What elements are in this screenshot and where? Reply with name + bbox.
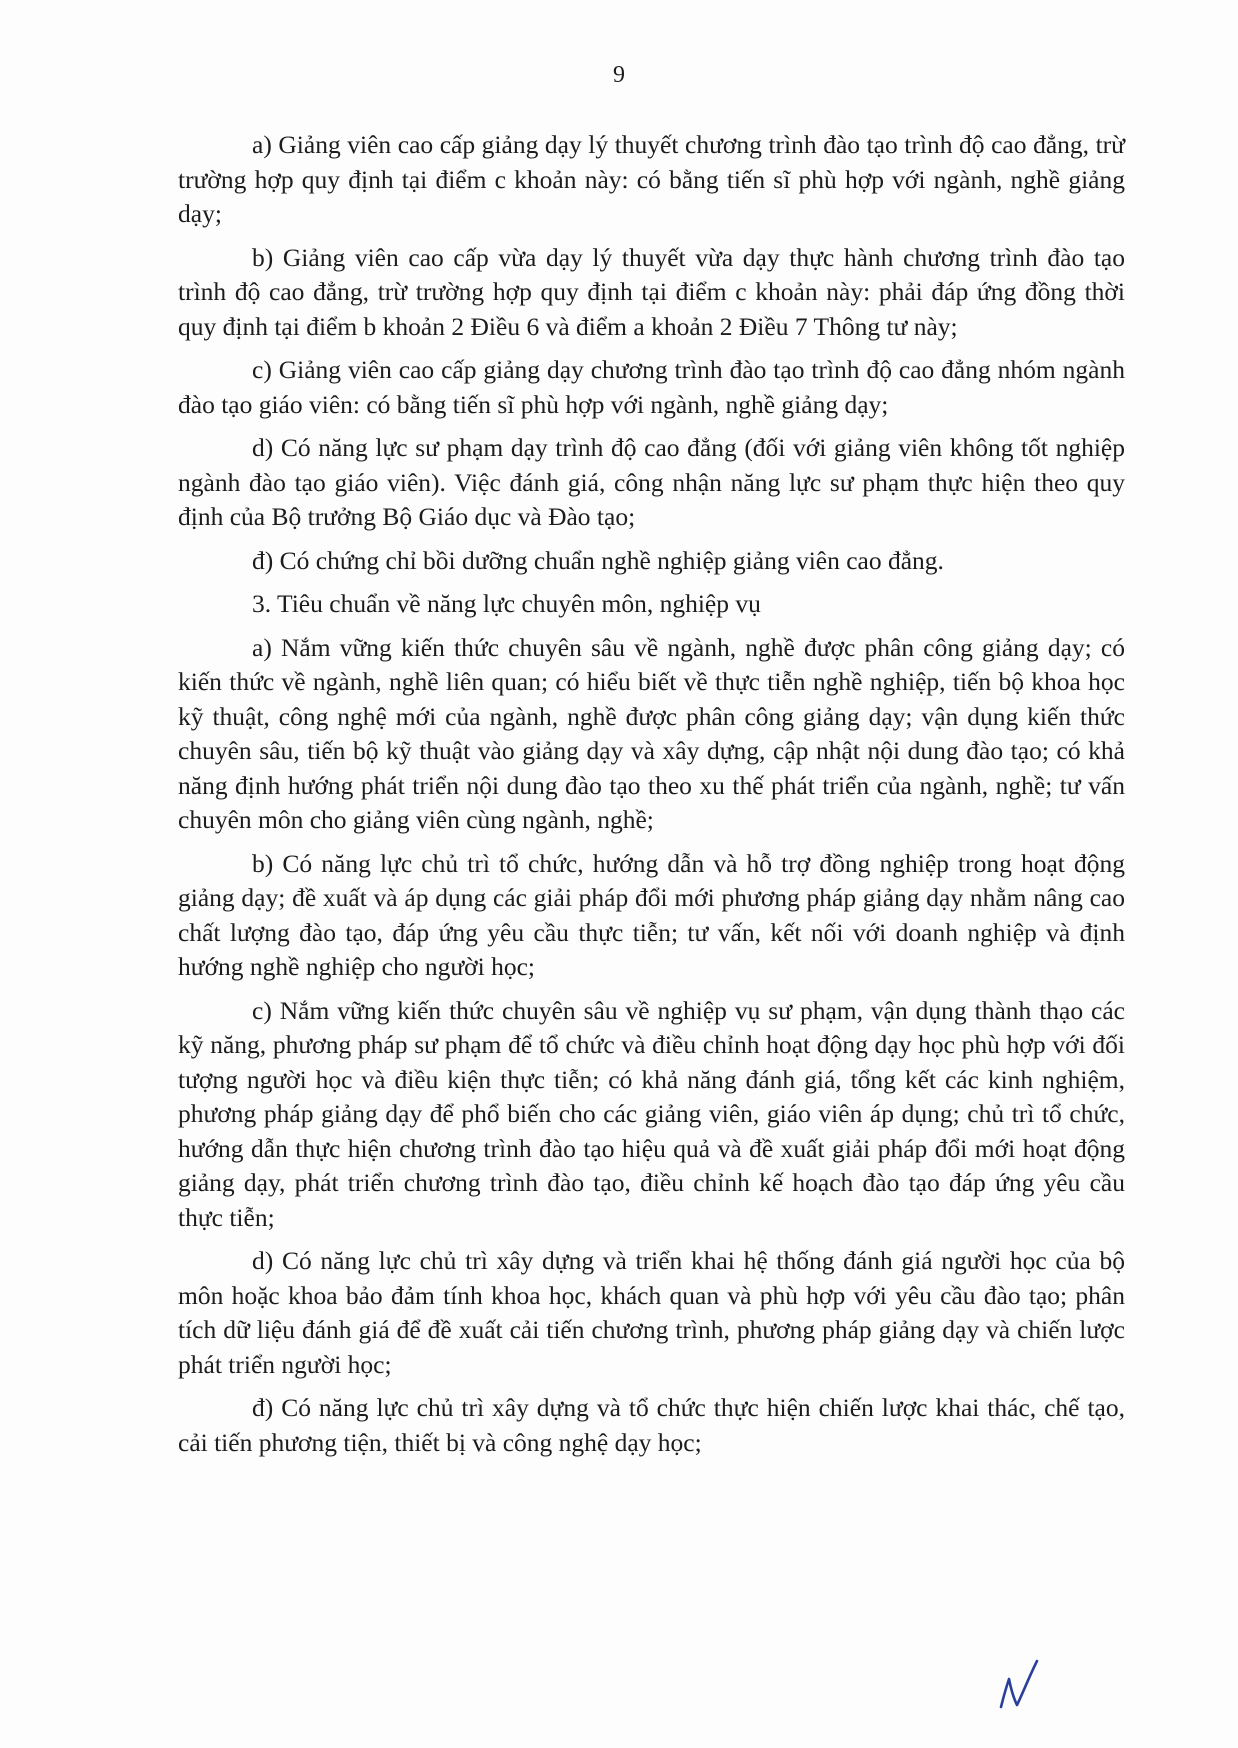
paragraph: d) Có năng lực chủ trì xây dựng và triển khai hệ thống đánh giá người học của bộ môn hoặc khoa bảo đảm tính khoa học, khách quan và phù hợp với yêu cầu đào tạo; phân tích dữ liệu đánh giá để đề xuất cải tiến chương trình, phương pháp giảng dạy và chiến lược phát triển người học; <box>178 1246 1125 1379</box>
page-number: 9 <box>613 62 625 88</box>
section-heading: 3. Tiêu chuẩn về năng lực chuyên môn, nghiệp vụ <box>252 589 761 618</box>
paragraph: c) Nắm vững kiến thức chuyên sâu về nghiệp vụ sư phạm, vận dụng thành thạo các kỹ năng, phương pháp sư phạm để tổ chức và điều chỉnh hoạt động dạy học phù hợp với đối tượng người học và điều kiện thực tiễn; có khả năng đánh giá, tổng kết các kinh nghiệm, phương pháp giảng dạy để phổ biến cho các giảng viên, giáo viên áp dụng; chủ trì tổ chức, hướng dẫn thực hiện chương trình đào tạo hiệu quả và đề xuất giải pháp đổi mới hoạt động giảng dạy, phát triển chương trình đào tạo, điều chỉnh kế hoạch đào tạo đáp ứng yêu cầu thực tiễn; <box>178 995 1125 1232</box>
paragraph: b) Giảng viên cao cấp vừa dạy lý thuyết vừa dạy thực hành chương trình đào tạo trình độ cao đẳng, trừ trường hợp quy định tại điểm c khoản này: phải đáp ứng đồng thời quy định tại điểm b khoản 2 Điều 6 và điểm a khoản 2 Điều 7 Thông tư này; <box>178 242 1125 341</box>
paragraph: a) Nắm vững kiến thức chuyên sâu về ngành, nghề được phân công giảng dạy; có kiến thức về ngành, nghề liên quan; có hiểu biết về thực tiễn nghề nghiệp, tiến bộ khoa học kỹ thuật, công nghệ mới của ngành, nghề được phân công giảng dạy; vận dụng kiến thức chuyên sâu, tiến bộ kỹ thuật vào giảng dạy và xây dựng, cập nhật nội dung đào tạo; có khả năng định hướng phát triển nội dung đào tạo theo xu thế phát triển của ngành, nghề; tư vấn chuyên môn cho giảng viên cùng ngành, nghề; <box>178 632 1125 834</box>
paragraph: c) Giảng viên cao cấp giảng dạy chương trình đào tạo trình độ cao đẳng nhóm ngành đào tạo giáo viên: có bằng tiến sĩ phù hợp với ngành, nghề giảng dạy; <box>178 355 1125 419</box>
paragraph: a) Giảng viên cao cấp giảng dạy lý thuyết chương trình đào tạo trình độ cao đẳng, trừ trường hợp quy định tại điểm c khoản này: có bằng tiến sĩ phù hợp với ngành, nghề giảng dạy; <box>178 130 1125 228</box>
document-body <box>178 128 1125 1469</box>
initial-signature-mark <box>995 1655 1043 1715</box>
paragraph: d) Có năng lực sư phạm dạy trình độ cao đẳng (đối với giảng viên không tốt nghiệp ngành đào tạo giáo viên). Việc đánh giá, công nhận năng lực sư phạm thực hiện theo quy định của Bộ trưởng Bộ Giáo dục và Đào tạo; <box>178 433 1125 531</box>
paragraph: b) Có năng lực chủ trì tổ chức, hướng dẫn và hỗ trợ đồng nghiệp trong hoạt động giảng dạy; đề xuất và áp dụng các giải pháp đổi mới phương pháp giảng dạy nhằm nâng cao chất lượng đào tạo, đáp ứng yêu cầu thực tiễn; tư vấn, kết nối với doanh nghiệp và định hướng nghề nghiệp cho người học; <box>178 848 1125 981</box>
paragraph: đ) Có năng lực chủ trì xây dựng và tổ chức thực hiện chiến lược khai thác, chế tạo, cải tiến phương tiện, thiết bị và công nghệ dạy học; <box>178 1393 1125 1457</box>
paragraph: đ) Có chứng chỉ bồi dưỡng chuẩn nghề nghiệp giảng viên cao đẳng. <box>252 545 944 575</box>
